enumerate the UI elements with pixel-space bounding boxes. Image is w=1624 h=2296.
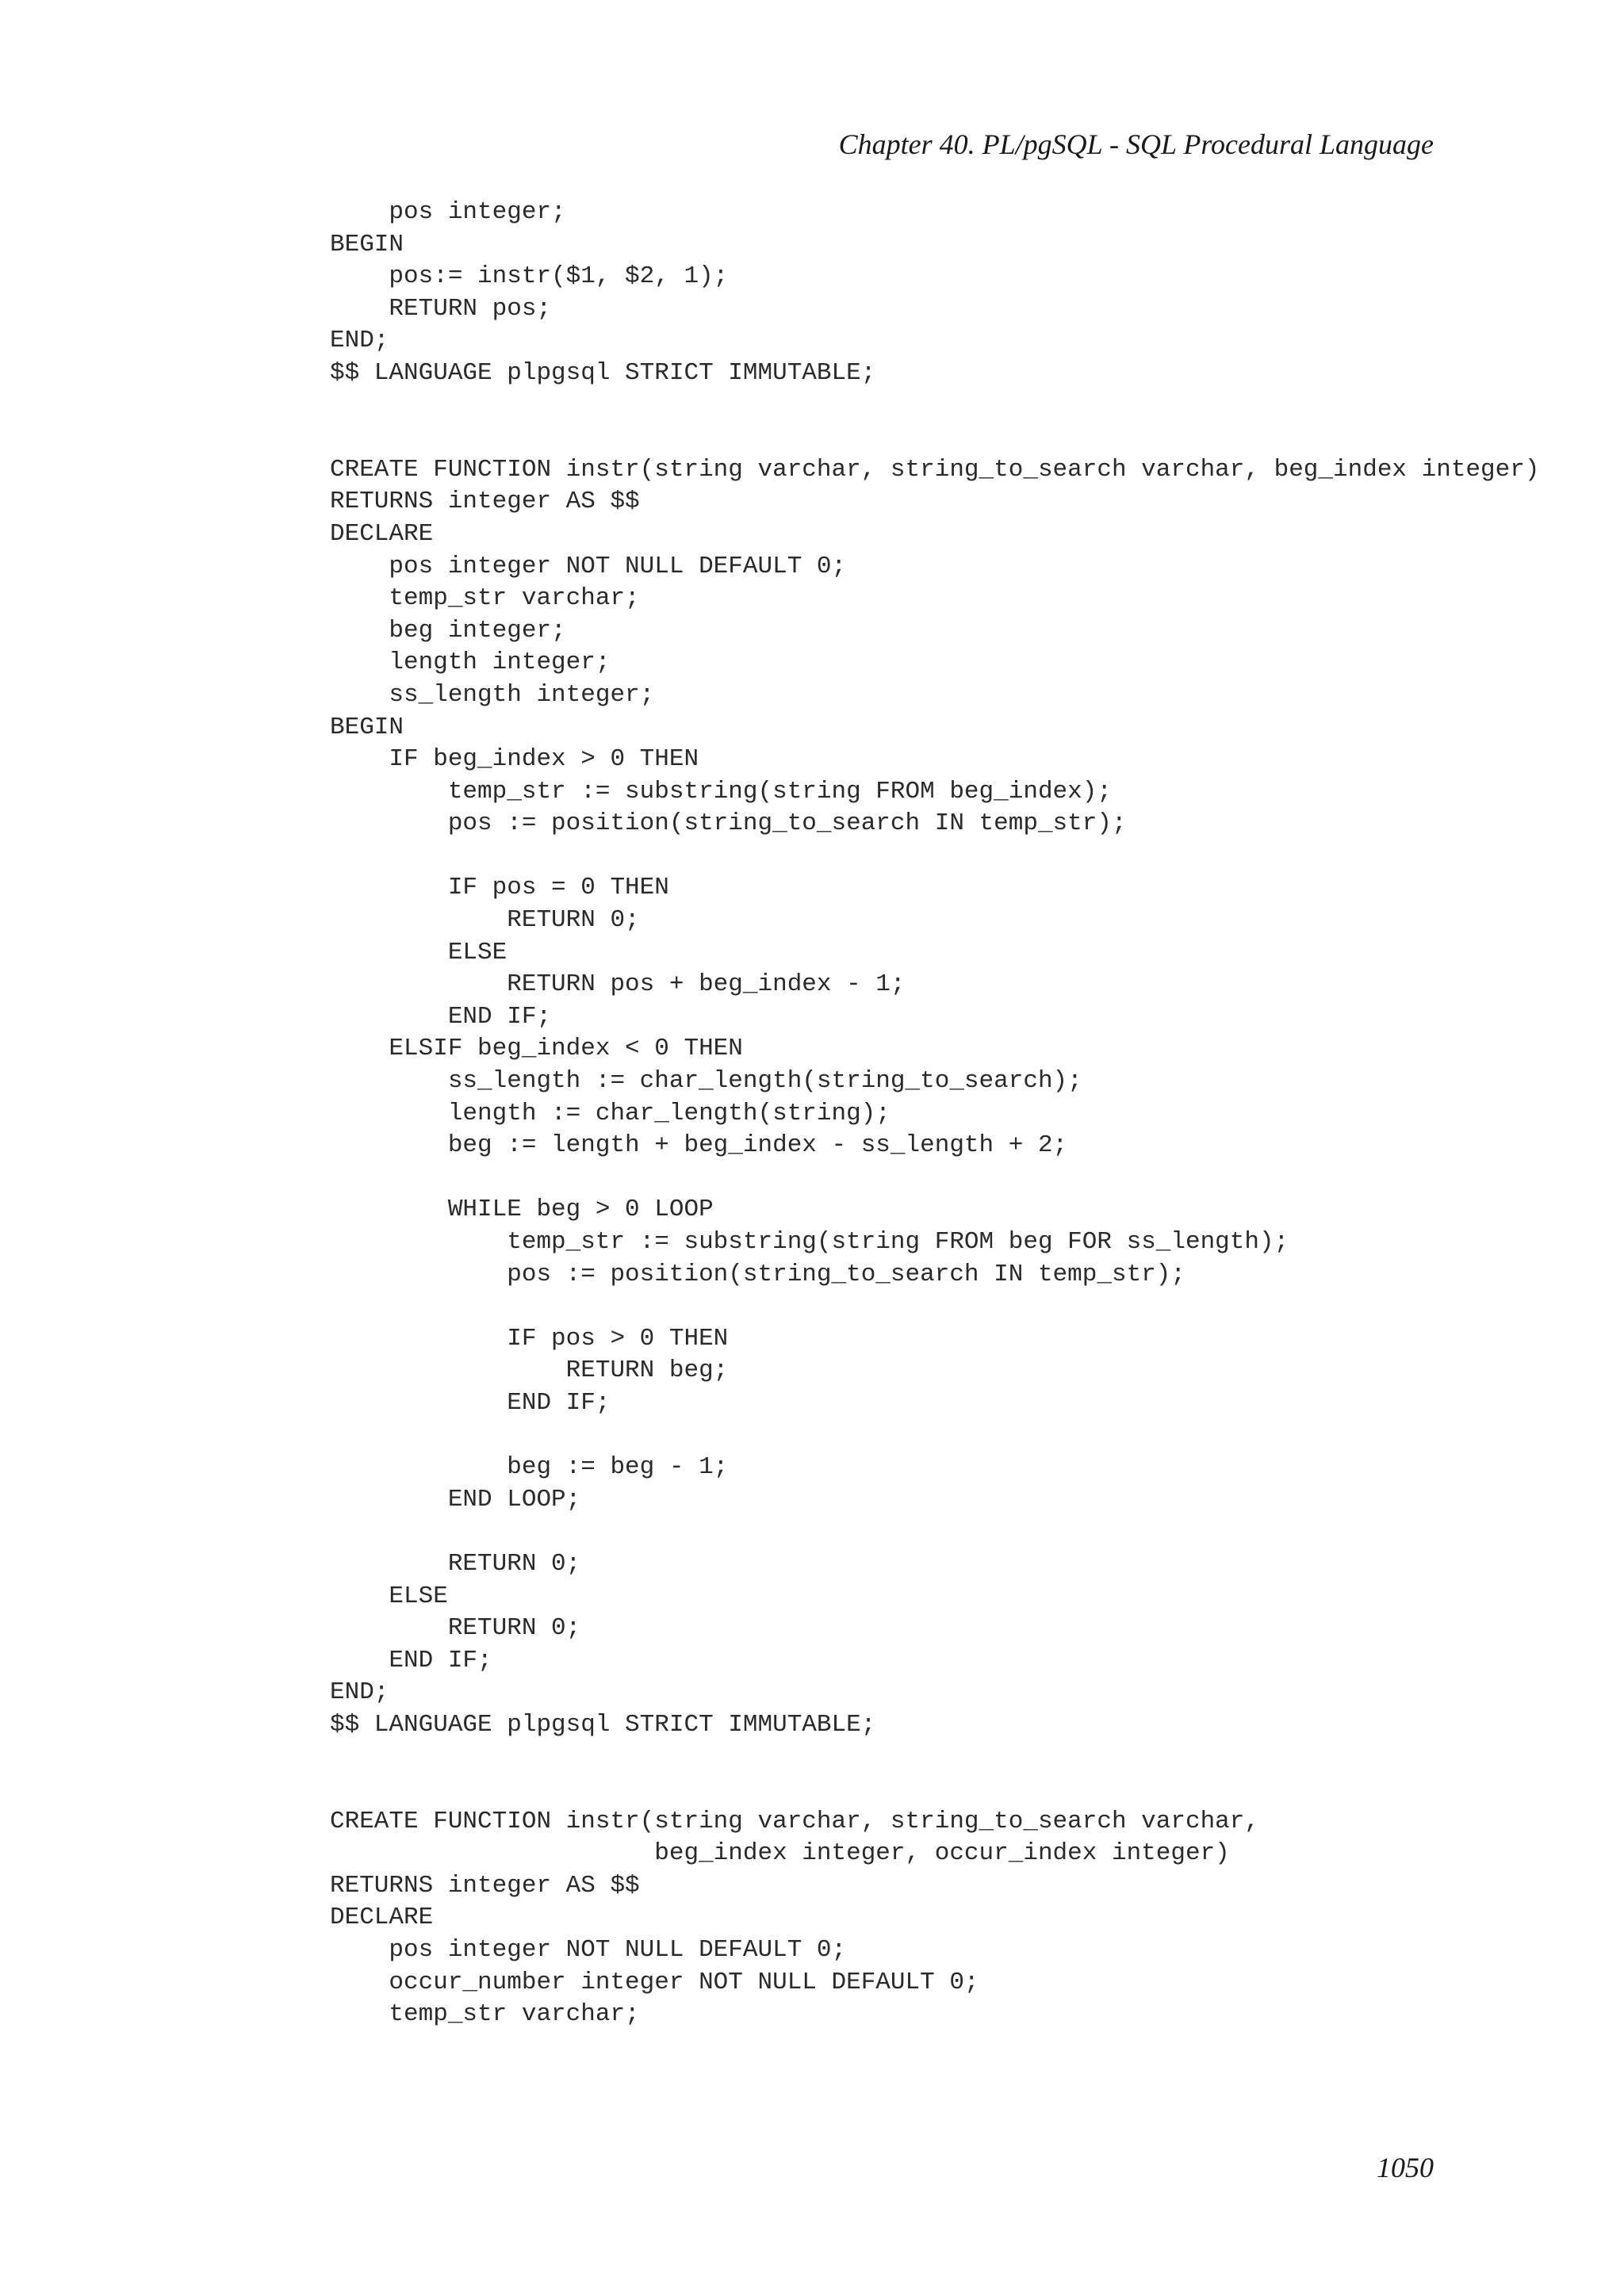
code-line: RETURNS integer AS $$ — [330, 1871, 640, 1900]
code-line: length := char_length(string); — [330, 1099, 891, 1127]
page-number: 1050 — [1377, 2152, 1434, 2183]
code-line — [330, 390, 1539, 423]
code-line: length integer; — [330, 649, 611, 677]
code-line: pos := position(string_to_search IN temp_str); — [330, 1260, 1185, 1288]
code-line: ELSE — [330, 1582, 448, 1610]
code-line — [330, 1742, 1539, 1774]
code-line: END LOOP; — [330, 1485, 581, 1513]
code-line: END IF; — [330, 1388, 611, 1417]
code-line: temp_str varchar; — [330, 2000, 640, 2029]
code-line: beg := beg - 1; — [330, 1453, 729, 1482]
code-line: RETURNS integer AS $$ — [330, 488, 640, 516]
code-line: pos integer NOT NULL DEFAULT 0; — [330, 552, 847, 580]
code-line: beg integer; — [330, 616, 566, 645]
code-line — [330, 422, 1539, 454]
code-line — [330, 840, 1539, 873]
code-line: temp_str := substring(string FROM beg FOR ss_length); — [330, 1228, 1289, 1256]
code-line: DECLARE — [330, 1904, 434, 1932]
code-line: ss_length integer; — [330, 680, 655, 709]
code-line: pos integer NOT NULL DEFAULT 0; — [330, 1936, 847, 1965]
code-line: BEGIN — [330, 230, 404, 258]
code-line: IF pos = 0 THEN — [330, 874, 669, 902]
code-line: RETURN 0; — [330, 906, 640, 935]
code-line — [330, 1420, 1539, 1452]
running-header: Chapter 40. PL/pgSQL - SQL Procedural Language — [838, 128, 1434, 160]
code-line: $$ LANGUAGE plpgsql STRICT IMMUTABLE; — [330, 1710, 876, 1739]
code-line — [330, 1516, 1539, 1548]
code-listing — [330, 197, 1539, 2031]
code-line: $$ LANGUAGE plpgsql STRICT IMMUTABLE; — [330, 358, 876, 387]
code-line — [330, 1162, 1539, 1195]
code-line: occur_number integer NOT NULL DEFAULT 0; — [330, 1968, 979, 1996]
code-line — [330, 1291, 1539, 1323]
code-line: beg_index integer, occur_index integer) — [330, 1839, 1230, 1868]
code-line: pos:= instr($1, $2, 1); — [330, 262, 729, 291]
code-line: BEGIN — [330, 713, 404, 741]
code-line: END IF; — [330, 1002, 552, 1031]
code-line: RETURN beg; — [330, 1357, 729, 1385]
code-line: pos := position(string_to_search IN temp_str); — [330, 809, 1127, 838]
code-line: beg := length + beg_index - ss_length + 2; — [330, 1131, 1068, 1160]
code-line: RETURN pos + beg_index - 1; — [330, 970, 906, 999]
code-line: IF beg_index > 0 THEN — [330, 745, 699, 774]
code-line: pos integer; — [330, 198, 566, 226]
code-line: RETURN 0; — [330, 1549, 581, 1578]
code-line: END IF; — [330, 1646, 492, 1674]
code-line: RETURN 0; — [330, 1614, 581, 1643]
code-line: CREATE FUNCTION instr(string varchar, string_to_search varchar, beg_index integer) — [330, 455, 1540, 484]
code-line: ss_length := char_length(string_to_search); — [330, 1067, 1082, 1096]
code-line: temp_str := substring(string FROM beg_index); — [330, 777, 1112, 806]
code-line: CREATE FUNCTION instr(string varchar, string_to_search varchar, — [330, 1807, 1259, 1835]
code-line — [330, 1774, 1539, 1806]
code-line: ELSIF beg_index < 0 THEN — [330, 1035, 743, 1063]
code-line: RETURN pos; — [330, 294, 552, 323]
code-line: temp_str varchar; — [330, 584, 640, 613]
code-line: ELSE — [330, 938, 508, 966]
code-line: WHILE beg > 0 LOOP — [330, 1196, 714, 1224]
code-line: IF pos > 0 THEN — [330, 1324, 729, 1353]
code-line: DECLARE — [330, 519, 434, 548]
code-line: END; — [330, 1678, 389, 1707]
code-line: END; — [330, 327, 389, 355]
